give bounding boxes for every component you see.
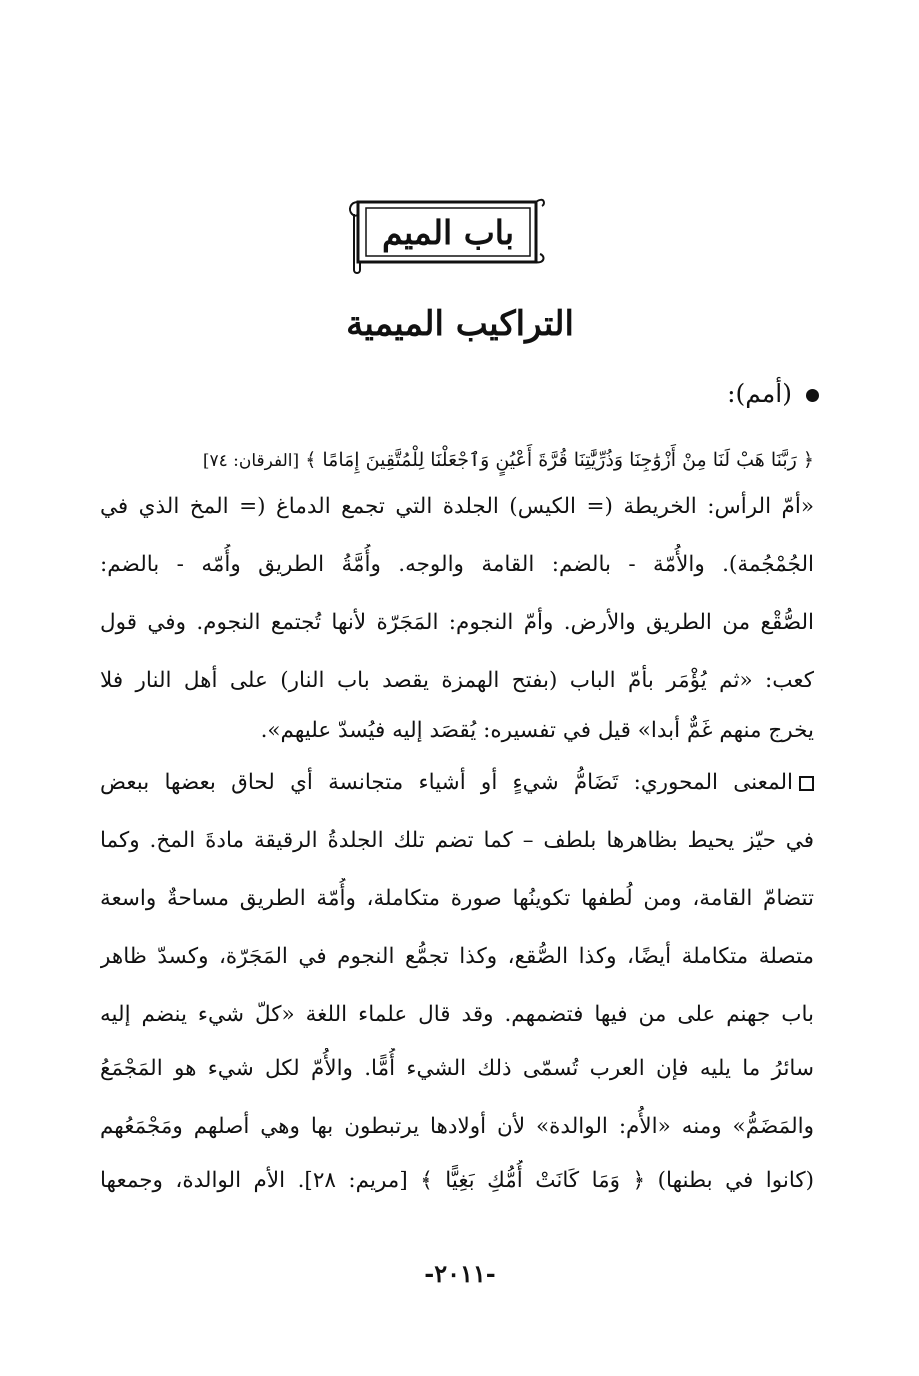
page-number: -٢٠١١-: [424, 1259, 496, 1288]
verse-reference: [الفرقان: ٧٤]: [202, 451, 300, 471]
core-meaning-line: [100, 762, 814, 804]
square-marker-icon: [799, 776, 814, 791]
paragraph-line: يخرج منهم غَمٌّ أبدا» قيل في تفسيره: يُقصَد إليه فيُسدّ عليهم».: [260, 718, 814, 743]
paragraph-line: (كانوا في بطنها) ﴿ وَمَا كَانَتْ أُمُّكِ بَغِيًّا ﴾ [مريم: ٢٨]. الأم الوالدة، وجمعها: [100, 1168, 814, 1193]
entry-heading: [727, 372, 819, 416]
paragraph-line: الجُمْجُمة). والأُمّة - بالضم: القامة والوجه. وأُمَّةُ الطريق وأُمّه - بالضم:: [100, 552, 814, 577]
paragraph-line: الصُّقْع من الطريق والأرض. وأمّ النجوم: المَجَرّة لأنها تُجتمع النجوم. وفي قول: [100, 610, 814, 635]
paragraph-line: تتضامّ القامة، ومن لُطفها تكوينُها صورة متكاملة، وأُمّة الطريق مساحةٌ واسعة: [100, 886, 814, 911]
entry-root-label: (أمم):: [727, 379, 792, 408]
paragraph-line: والمَضَمُّ» ومنه «الأُم: الوالدة» لأن أولادها يرتبطون بها وهي أصلهم ومَجْمَعُهم: [100, 1114, 814, 1139]
paragraph-line: كعب: «ثم يُؤْمَر بأمّ الباب (بفتح الهمزة يقصد باب النار) على أهل النار فلا: [100, 668, 814, 693]
paragraph-line: المعنى المحوري: تَضَامُّ شيءٍ أو أشياء متجانسة أي لحاق بعضها ببعض: [100, 770, 793, 795]
paragraph-line: متصلة متكاملة أيضًا، وكذا الصُّقع، وكذا تجمُّع النجوم في المَجَرّة، وكسدّ ظاهر: [100, 944, 814, 969]
verse-text: ﴿ رَبَّنَا هَبْ لَنَا مِنْ أَزْوَٰجِنَا وَذُرِّيَّٰتِنَا قُرَّةَ أَعْيُنٍ وَٱجْعَلْنَا لِلْمُتَّقِينَ إِمَامًا ﴾: [305, 449, 814, 471]
paragraph-line: في حيّز يحيط بظاهرها بلطف – كما تضم تلك الجلدةُ الرقيقة مادةَ المخ. وكما: [100, 828, 814, 853]
chapter-banner: [340, 192, 550, 274]
paragraph-line: سائرُ ما يليه فإن العرب تُسمّى ذلك الشيء أُمًّا. والأُمّ لكل شيء هو المَجْمَعُ: [100, 1056, 814, 1081]
quran-verse: [100, 440, 814, 481]
chapter-title: باب الميم: [381, 213, 515, 252]
bullet-icon: [806, 389, 819, 402]
section-title: التراكيب الميمية: [346, 304, 574, 344]
paragraph-line: باب جهنم على من فيها فتضمهم. وقد قال علماء اللغة «كلّ شيء ينضم إليه: [100, 1002, 814, 1027]
paragraph-line: «أمّ الرأس: الخريطة (= الكيس) الجلدة التي تجمع الدماغ (= المخ الذي في: [100, 494, 814, 519]
